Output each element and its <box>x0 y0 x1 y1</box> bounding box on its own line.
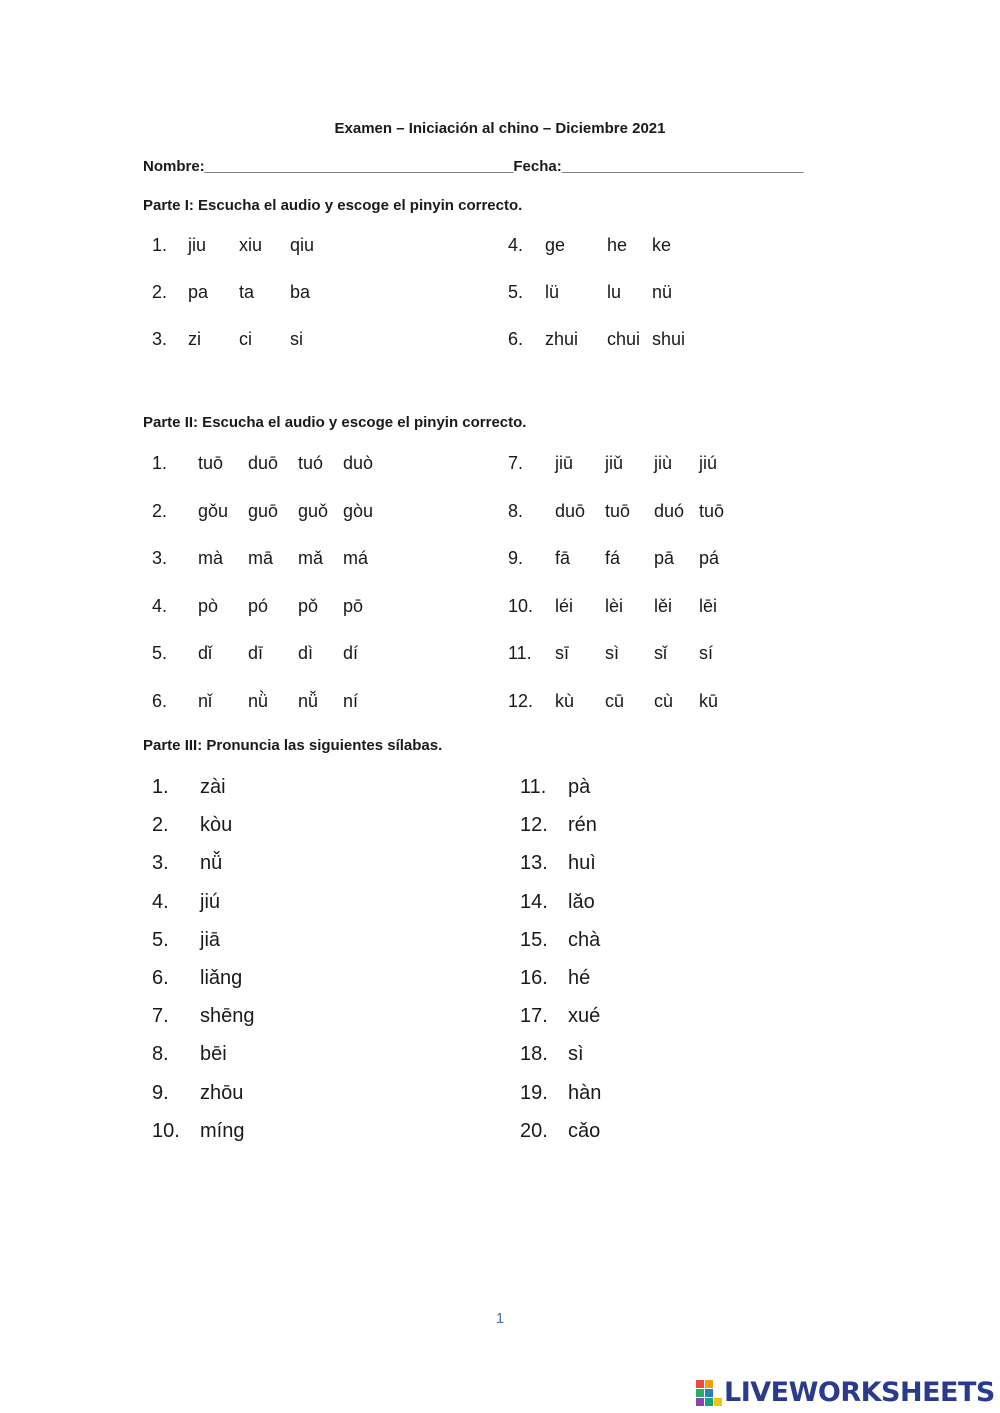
pinyin-option[interactable]: sì <box>605 643 620 663</box>
liveworksheets-logo <box>696 1377 995 1408</box>
pinyin-option[interactable]: pǒ <box>298 595 319 616</box>
syllable-row <box>152 967 242 990</box>
pinyin-option[interactable]: chui <box>607 329 641 349</box>
pinyin-option[interactable]: lu <box>607 282 622 302</box>
syllable-row <box>520 814 597 837</box>
question-row <box>152 235 341 256</box>
question-number: 4. <box>508 235 524 255</box>
question-row <box>508 548 744 569</box>
question-number: 5. <box>508 282 524 302</box>
syllable-text: huì <box>568 852 596 875</box>
syllable-text: nǚ <box>200 852 223 875</box>
pinyin-option[interactable]: dǐ <box>198 643 213 663</box>
name-date-line <box>143 158 804 175</box>
part2-heading: Parte II: Escucha el audio y escoge el pinyin correcto. <box>143 414 527 431</box>
syllable-row <box>152 1082 243 1105</box>
syllable-text: chà <box>568 928 601 951</box>
pinyin-option[interactable]: gǒu <box>198 500 229 521</box>
question-row <box>152 329 341 350</box>
syllable-row <box>152 1043 227 1066</box>
nombre-label: Nombre: <box>143 158 205 175</box>
liveworksheets-logo-icon <box>696 1380 722 1406</box>
question-row <box>508 329 702 350</box>
syllable-number: 8. <box>152 1043 169 1066</box>
syllable-number: 5. <box>152 928 169 951</box>
pinyin-option[interactable]: mǎ <box>298 548 324 568</box>
pinyin-option[interactable]: lèi <box>605 595 624 616</box>
syllable-row <box>152 1005 255 1028</box>
pinyin-option[interactable]: dì <box>298 643 314 663</box>
syllable-number: 15. <box>520 928 548 951</box>
pinyin-option[interactable]: má <box>343 548 369 568</box>
syllable-number: 16. <box>520 967 548 989</box>
syllable-number: 7. <box>152 1005 169 1028</box>
question-number: 2. <box>152 500 168 521</box>
pinyin-option[interactable]: nü <box>652 282 673 302</box>
pinyin-option[interactable]: ke <box>652 235 672 255</box>
pinyin-option[interactable]: jiu <box>188 235 207 255</box>
liveworksheets-logo-text: LIVEWORKSHEETS <box>724 1377 995 1408</box>
syllable-text: rén <box>568 814 597 837</box>
question-row <box>152 691 388 712</box>
page-number: 1 <box>495 1310 505 1327</box>
pinyin-option[interactable]: duò <box>343 453 374 473</box>
syllable-row <box>520 1082 601 1105</box>
nombre-field[interactable]: _____________________________________ <box>204 158 514 175</box>
pinyin-option[interactable]: ci <box>239 329 252 349</box>
pinyin-option[interactable]: sí <box>699 643 714 663</box>
pinyin-option[interactable]: lēi <box>699 595 718 616</box>
syllable-row <box>520 1005 600 1028</box>
syllable-row <box>520 852 596 875</box>
question-row <box>152 282 341 303</box>
syllable-text: míng <box>200 1119 245 1142</box>
question-number: 6. <box>508 329 524 349</box>
pinyin-option[interactable]: mā <box>248 548 274 568</box>
pinyin-option[interactable]: he <box>607 235 628 255</box>
pinyin-option[interactable]: cù <box>654 690 674 711</box>
syllable-number: 4. <box>152 890 169 913</box>
pinyin-option[interactable]: jiù <box>654 453 673 473</box>
pinyin-option[interactable]: sī <box>555 643 570 663</box>
pinyin-option[interactable]: tuō <box>198 453 224 473</box>
syllable-text: shēng <box>200 1005 255 1028</box>
pinyin-option[interactable]: zi <box>188 329 201 349</box>
pinyin-option[interactable]: pá <box>699 548 720 568</box>
syllable-number: 18. <box>520 1043 548 1066</box>
pinyin-option[interactable]: xiu <box>239 235 263 255</box>
pinyin-option[interactable]: jiú <box>699 453 718 473</box>
question-row <box>508 691 744 712</box>
pinyin-option[interactable]: pa <box>188 282 209 302</box>
pinyin-option[interactable]: pā <box>654 548 675 568</box>
pinyin-option[interactable]: ge <box>545 235 566 255</box>
syllable-number: 6. <box>152 967 169 989</box>
syllable-text: lǎo <box>568 890 595 913</box>
syllable-text: hàn <box>568 1081 602 1104</box>
question-row <box>508 501 744 522</box>
pinyin-option[interactable]: duó <box>654 500 685 521</box>
syllable-row <box>520 967 590 990</box>
pinyin-option[interactable]: zhui <box>545 329 579 349</box>
pinyin-option[interactable]: ba <box>290 282 311 302</box>
syllable-number: 2. <box>152 814 169 837</box>
pinyin-option[interactable]: nǜ <box>248 690 269 711</box>
pinyin-option[interactable]: duō <box>555 500 586 521</box>
pinyin-option[interactable]: fá <box>605 548 621 568</box>
syllable-text: cǎo <box>568 1119 601 1142</box>
pinyin-option[interactable]: gòu <box>343 500 374 521</box>
syllable-text: bēi <box>200 1043 227 1066</box>
syllable-number: 19. <box>520 1081 548 1104</box>
question-row <box>152 453 388 474</box>
syllable-text: xué <box>568 1005 601 1028</box>
syllable-number: 1. <box>152 776 169 798</box>
question-number: 6. <box>152 690 168 711</box>
question-number: 1. <box>152 235 168 255</box>
question-row <box>152 501 388 522</box>
syllable-text: sì <box>568 1043 584 1066</box>
syllable-row <box>520 1120 600 1143</box>
syllable-number: 10. <box>152 1119 180 1142</box>
pinyin-option[interactable]: guō <box>248 500 279 521</box>
syllable-text: kòu <box>200 814 233 837</box>
pinyin-option[interactable]: mà <box>198 548 224 568</box>
question-number: 11. <box>508 643 532 663</box>
pinyin-option[interactable]: si <box>290 329 303 349</box>
pinyin-option[interactable]: tuó <box>298 453 324 473</box>
pinyin-option[interactable]: ní <box>343 690 359 711</box>
part3-heading: Parte III: Pronuncia las siguientes sílabas. <box>143 737 443 754</box>
syllable-number: 12. <box>520 814 548 837</box>
pinyin-option[interactable]: pò <box>198 595 219 616</box>
question-number: 3. <box>152 329 168 349</box>
syllable-text: zhōu <box>200 1081 244 1104</box>
question-row <box>508 596 744 617</box>
question-number: 4. <box>152 595 168 616</box>
pinyin-option[interactable]: nǐ <box>198 690 213 711</box>
pinyin-option[interactable]: kù <box>555 690 575 711</box>
question-row <box>508 643 744 664</box>
pinyin-option[interactable]: qiu <box>290 235 315 255</box>
syllable-number: 20. <box>520 1119 548 1142</box>
question-number: 1. <box>152 453 168 473</box>
syllable-text: jiú <box>200 890 221 913</box>
question-row <box>508 453 744 474</box>
syllable-number: 13. <box>520 852 548 875</box>
pinyin-option[interactable]: sǐ <box>654 643 667 663</box>
syllable-number: 11. <box>520 776 547 798</box>
question-row <box>508 235 702 256</box>
pinyin-option[interactable]: pō <box>343 595 364 616</box>
syllable-row <box>152 891 220 914</box>
question-number: 12. <box>508 690 534 711</box>
syllable-number: 3. <box>152 852 169 875</box>
pinyin-option[interactable]: guǒ <box>298 500 329 521</box>
question-number: 2. <box>152 282 168 302</box>
syllable-text: pà <box>568 776 591 798</box>
syllable-text: liǎng <box>200 967 243 989</box>
question-number: 5. <box>152 643 168 663</box>
pinyin-option[interactable]: tuō <box>605 500 631 521</box>
syllable-row <box>152 929 220 952</box>
question-number: 7. <box>508 453 524 473</box>
syllable-row <box>520 929 600 952</box>
question-row <box>152 643 388 664</box>
pinyin-option[interactable]: léi <box>555 595 574 616</box>
page-title: Examen – Iniciación al chino – Diciembre 2021 <box>334 120 666 137</box>
syllable-text: jiā <box>200 928 221 951</box>
syllable-row <box>152 776 226 799</box>
question-row <box>152 596 388 617</box>
pinyin-option[interactable]: fā <box>555 548 571 568</box>
pinyin-option[interactable]: lěi <box>654 595 673 616</box>
pinyin-option[interactable]: cū <box>605 690 625 711</box>
pinyin-option[interactable]: dí <box>343 643 359 663</box>
question-number: 9. <box>508 548 524 568</box>
pinyin-option[interactable]: tuō <box>699 500 725 521</box>
question-number: 3. <box>152 548 168 568</box>
pinyin-option[interactable]: dī <box>248 643 264 663</box>
question-number: 8. <box>508 500 524 521</box>
pinyin-option[interactable]: kū <box>699 690 719 711</box>
syllable-number: 14. <box>520 890 548 913</box>
pinyin-option[interactable]: duō <box>248 453 279 473</box>
syllable-number: 17. <box>520 1005 548 1028</box>
pinyin-option[interactable]: lü <box>545 282 560 302</box>
syllable-row <box>152 814 232 837</box>
pinyin-option[interactable]: nǚ <box>298 690 319 711</box>
syllable-row <box>520 1043 584 1066</box>
question-row <box>508 282 702 303</box>
pinyin-option[interactable]: shui <box>652 329 686 349</box>
question-number: 10. <box>508 595 534 616</box>
syllable-text: zài <box>200 776 226 798</box>
pinyin-option[interactable]: ta <box>239 282 255 302</box>
syllable-row <box>152 852 222 875</box>
fecha-label: Fecha: <box>513 158 562 175</box>
pinyin-option[interactable]: jiǔ <box>605 453 624 473</box>
syllable-row <box>520 776 590 799</box>
syllable-row <box>152 1120 244 1143</box>
pinyin-option[interactable]: jiū <box>555 453 574 473</box>
fecha-field[interactable]: _____________________________ <box>561 158 804 175</box>
syllable-number: 9. <box>152 1081 169 1104</box>
syllable-text: hé <box>568 967 591 989</box>
part1-heading: Parte I: Escucha el audio y escoge el pinyin correcto. <box>143 197 523 214</box>
syllable-row <box>520 891 595 914</box>
question-row <box>152 548 388 569</box>
pinyin-option[interactable]: pó <box>248 595 269 616</box>
